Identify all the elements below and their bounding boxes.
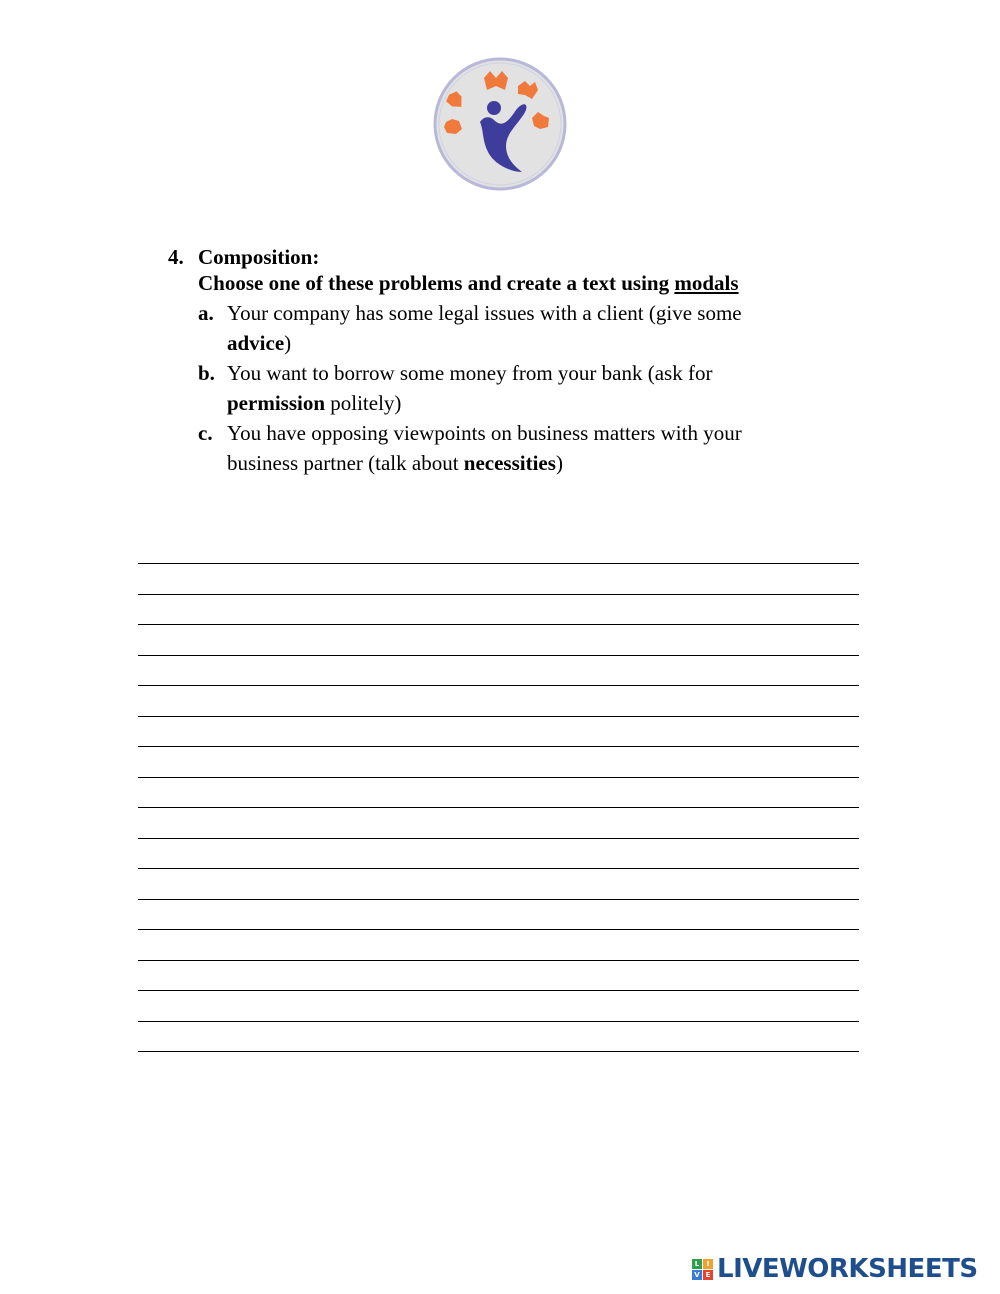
writing-line[interactable]	[138, 594, 859, 625]
brand-tile: I	[703, 1259, 713, 1269]
option-keyword: necessities	[463, 451, 556, 475]
question-4	[168, 242, 868, 478]
writing-line[interactable]	[138, 929, 859, 960]
writing-line[interactable]	[138, 777, 859, 808]
option-keyword: advice	[227, 331, 285, 355]
writing-line[interactable]	[138, 624, 859, 655]
writing-line[interactable]	[138, 746, 859, 777]
writing-line[interactable]	[138, 807, 859, 838]
brand-tile: V	[692, 1270, 702, 1280]
question-title: Composition:	[198, 245, 320, 269]
writing-line[interactable]	[138, 838, 859, 869]
option-text-before: Your company has some legal issues with a client (give some	[227, 301, 742, 325]
school-logo	[432, 56, 568, 192]
option-text-after: )	[284, 331, 292, 355]
writing-line[interactable]	[138, 655, 859, 686]
writing-line[interactable]	[138, 1051, 859, 1082]
writing-line[interactable]	[138, 1021, 859, 1052]
question-number: 4.	[168, 245, 184, 269]
liveworksheets-brand	[692, 1253, 978, 1285]
writing-line[interactable]	[138, 868, 859, 899]
writing-line[interactable]	[138, 685, 859, 716]
option-list	[198, 298, 868, 478]
writing-line[interactable]	[138, 716, 859, 747]
brand-name: LIVEWORKSHEETS	[717, 1254, 978, 1284]
option-a	[198, 298, 797, 358]
option-text-before: You have opposing viewpoints on business matters with your business partner (talk about	[227, 421, 742, 475]
answer-writing-area[interactable]	[138, 563, 859, 1082]
option-letter: c.	[198, 421, 213, 445]
writing-line[interactable]	[138, 990, 859, 1021]
option-text-before: You want to borrow some money from your bank (ask for	[227, 361, 713, 385]
brand-tile: E	[703, 1270, 713, 1280]
instruction-text: Choose one of these problems and create a text using	[198, 271, 675, 295]
option-keyword: permission	[227, 391, 326, 415]
writing-line[interactable]	[138, 563, 859, 594]
liveworksheets-logo-icon	[692, 1259, 713, 1280]
option-text	[227, 301, 742, 355]
option-text	[227, 421, 742, 475]
brand-tile: L	[692, 1259, 702, 1269]
option-c	[198, 418, 797, 478]
option-letter: b.	[198, 361, 215, 385]
writing-line[interactable]	[138, 960, 859, 991]
instruction-keyword: modals	[674, 271, 739, 295]
option-text-after: politely)	[325, 391, 402, 415]
option-text-after: )	[555, 451, 563, 475]
question-instruction	[198, 268, 868, 298]
option-text	[227, 361, 712, 415]
option-b	[198, 358, 797, 418]
question-block	[168, 242, 868, 478]
option-letter: a.	[198, 301, 214, 325]
writing-line[interactable]	[138, 899, 859, 930]
school-figure-books-logo-icon	[432, 56, 568, 192]
